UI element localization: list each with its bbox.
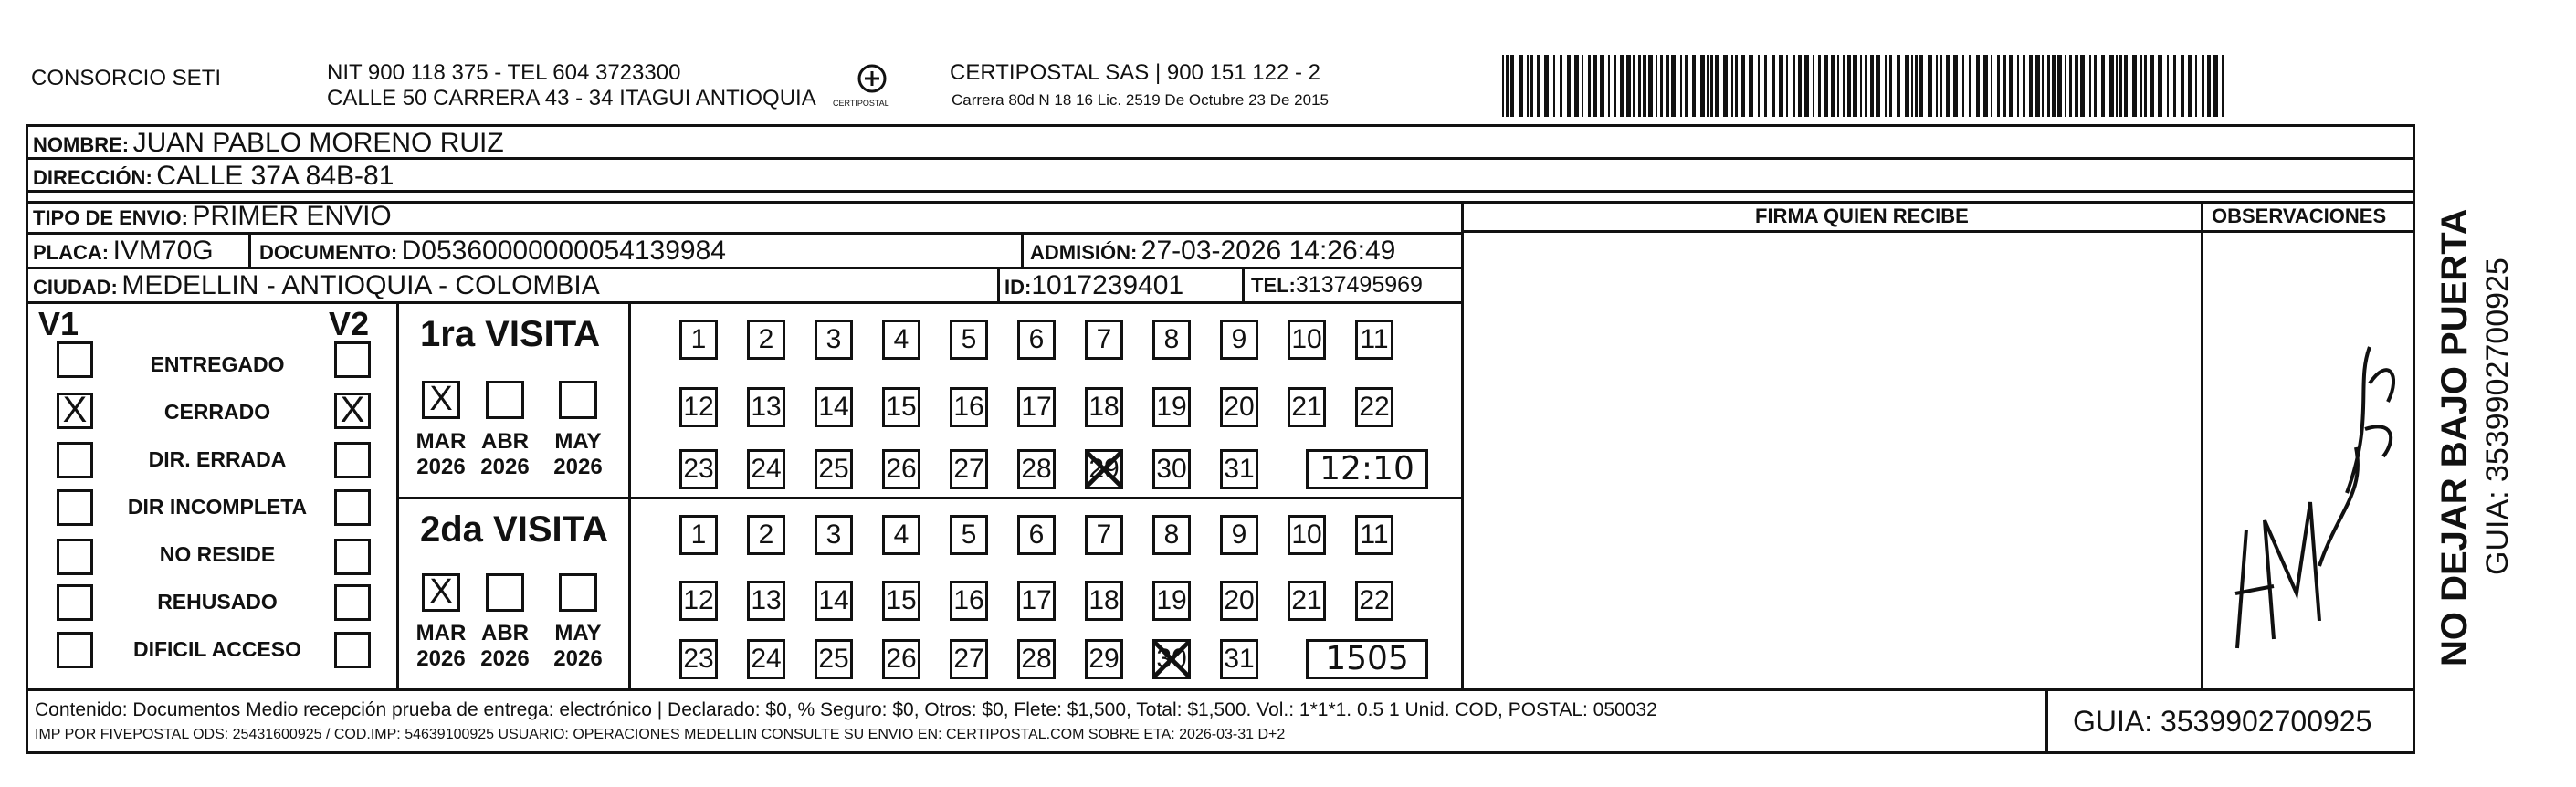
- day-box[interactable]: 17: [1017, 581, 1056, 621]
- day-box[interactable]: 1: [679, 320, 718, 360]
- barcode-bar: [1843, 55, 1845, 117]
- day-box[interactable]: 25: [815, 639, 853, 679]
- v1-checkbox[interactable]: [57, 539, 93, 575]
- day-box[interactable]: 4: [882, 320, 920, 360]
- v2-checkbox[interactable]: [334, 341, 371, 378]
- status-label: CERRADO: [163, 400, 271, 424]
- form-bottom-border: [26, 751, 2414, 754]
- month-checkbox[interactable]: [559, 381, 597, 419]
- barcode-bar: [2101, 55, 2105, 117]
- row-line: [26, 267, 1463, 269]
- barcode-bar: [2009, 55, 2013, 117]
- barcode-bar: [1506, 55, 1509, 117]
- barcode-bar: [1897, 55, 1900, 117]
- day-box[interactable]: 3: [815, 515, 853, 555]
- barcode-bar: [1962, 55, 1964, 117]
- barcode-bar: [1853, 55, 1857, 117]
- barcode-bar: [2181, 55, 2184, 117]
- placa-field: PLACA: IVM70G: [33, 236, 214, 266]
- year-label: 2026: [480, 646, 530, 671]
- v2-checkbox[interactable]: [334, 489, 371, 526]
- day-box[interactable]: 21: [1288, 387, 1326, 427]
- month-label: MAR: [415, 621, 467, 645]
- barcode-bar: [1537, 55, 1540, 117]
- day-box[interactable]: 2: [747, 320, 785, 360]
- month-checkbox[interactable]: [559, 573, 597, 612]
- no-dejar-bajo-puerta: NO DEJAR BAJO PUERTA: [2434, 208, 2475, 666]
- day-box[interactable]: 23: [679, 449, 718, 489]
- day-box[interactable]: 5: [950, 515, 988, 555]
- footer-print-info: IMP POR FIVEPOSTAL ODS: 25431600925 / COD.IMP: 54639100925 USUARIO: OPERACIONES MEDELLIN CONSULTE SU ENVIO EN: CERTIPOSTAL.COM SOBRE ETA: 2026-03-31 D+2: [35, 727, 1286, 742]
- month-checkbox[interactable]: [422, 381, 460, 419]
- status-label: DIFICIL ACCESO: [132, 637, 301, 661]
- barcode-bar: [1758, 55, 1760, 117]
- logo-text: CERTIPOSTAL: [833, 99, 889, 108]
- barcode-bar: [1588, 55, 1591, 117]
- day-box[interactable]: 25: [815, 449, 853, 489]
- barcode-bar: [1633, 55, 1635, 117]
- barcode-bar: [1582, 55, 1583, 117]
- day-box[interactable]: 22: [1355, 581, 1393, 621]
- side-guia: GUIA: 3539902700925: [2480, 257, 2515, 575]
- day-box[interactable]: 31: [1220, 449, 1258, 489]
- v2-checkbox[interactable]: [334, 539, 371, 575]
- barcode-bar: [1928, 55, 1932, 117]
- barcode-bar: [1723, 55, 1728, 117]
- barcode-bar: [2119, 55, 2122, 117]
- col-line: [2045, 688, 2048, 752]
- day-box[interactable]: 24: [747, 449, 785, 489]
- year-label: 2026: [553, 646, 603, 671]
- year-label: 2026: [416, 455, 466, 479]
- day-box[interactable]: 8: [1152, 320, 1191, 360]
- month-label: ABR: [481, 621, 529, 645]
- tipo-envio-field: TIPO DE ENVIO: PRIMER ENVIO: [33, 201, 392, 231]
- month-mark: X: [429, 380, 453, 418]
- id-field: ID:1017239401: [1004, 270, 1184, 300]
- second-visit-title: 2da VISITA: [420, 509, 608, 550]
- barcode-bar: [1779, 55, 1783, 117]
- day-box[interactable]: 14: [815, 387, 853, 427]
- day-box[interactable]: 1: [679, 515, 718, 555]
- barcode-bar: [1953, 55, 1958, 117]
- day-box[interactable]: 2: [747, 515, 785, 555]
- form-top-border: [26, 124, 2414, 127]
- day-box[interactable]: 10: [1288, 320, 1326, 360]
- barcode-bar: [1510, 55, 1514, 117]
- barcode-bar: [1786, 55, 1788, 117]
- barcode-bar: [2080, 55, 2085, 117]
- day-box[interactable]: 8: [1152, 515, 1191, 555]
- col-line: [1461, 201, 1464, 690]
- v1-header: V1: [38, 305, 79, 342]
- status-label: ENTREGADO: [150, 352, 285, 376]
- barcode-bar: [2017, 55, 2019, 117]
- col-line: [997, 267, 1000, 301]
- barcode-bar: [1620, 55, 1624, 117]
- barcode-bar: [1741, 55, 1745, 117]
- day-box[interactable]: 28: [1017, 449, 1056, 489]
- barcode-bar: [2065, 55, 2066, 117]
- month-checkbox[interactable]: [486, 573, 524, 612]
- barcode: [1502, 55, 2228, 117]
- day-box[interactable]: 17: [1017, 387, 1056, 427]
- barcode-bar: [1553, 55, 1555, 117]
- day-box[interactable]: 7: [1085, 320, 1123, 360]
- barcode-bar: [2094, 55, 2097, 117]
- day-box[interactable]: 14: [815, 581, 853, 621]
- day-box[interactable]: 23: [679, 639, 718, 679]
- day-box[interactable]: 13: [747, 387, 785, 427]
- v2-checkbox[interactable]: [334, 584, 371, 621]
- day-box[interactable]: 12: [679, 387, 718, 427]
- barcode-bar: [1870, 55, 1874, 117]
- footer-contents: Contenido: Documentos Medio recepción prueba de entrega: electrónico | Declarado: $0, % Seguro: $0, Otros: $0, Flete: $1,500, Total: $1,500. Vol.: 1*1*1. 0.5 1 Unid. COD, POSTAL: 050032: [35, 699, 1657, 720]
- barcode-bar: [1660, 55, 1663, 117]
- barcode-bar: [1638, 55, 1641, 117]
- form-left-border: [26, 124, 28, 754]
- barcode-bar: [1700, 55, 1705, 117]
- v1-mark: X: [62, 390, 88, 430]
- row-line: [26, 232, 1463, 235]
- day-box[interactable]: 16: [950, 581, 988, 621]
- barcode-bar: [2057, 55, 2062, 117]
- day-box[interactable]: 20: [1220, 581, 1258, 621]
- barcode-bar: [2052, 55, 2056, 117]
- barcode-bar: [2047, 55, 2050, 117]
- form-right-border: [2413, 124, 2415, 754]
- barcode-bar: [1600, 55, 1604, 117]
- barcode-bar: [1911, 55, 1913, 117]
- visit-time-box[interactable]: 1505: [1306, 639, 1428, 679]
- barcode-bar: [1666, 55, 1669, 117]
- certipostal-logo-icon: [854, 62, 890, 99]
- barcode-bar: [1772, 55, 1775, 117]
- barcode-bar: [1983, 55, 1988, 117]
- v2-checkbox[interactable]: [334, 442, 371, 478]
- barcode-bar: [2202, 55, 2204, 117]
- barcode-bar: [1905, 55, 1909, 117]
- col-line: [1021, 232, 1024, 267]
- barcode-bar: [2150, 55, 2154, 117]
- year-label: 2026: [553, 455, 603, 479]
- barcode-bar: [1860, 55, 1862, 117]
- day-box[interactable]: 9: [1220, 320, 1258, 360]
- day-box[interactable]: 15: [882, 581, 920, 621]
- barcode-bar: [1643, 55, 1646, 117]
- barcode-bar: [1671, 55, 1676, 117]
- barcode-bar: [2035, 55, 2040, 117]
- company-name: CONSORCIO SETI: [31, 66, 222, 90]
- barcode-bar: [1798, 55, 1802, 117]
- status-label: REHUSADO: [157, 590, 278, 614]
- day-box[interactable]: 18: [1085, 387, 1123, 427]
- day-box[interactable]: 26: [882, 639, 920, 679]
- barcode-bar: [1707, 55, 1709, 117]
- month-label: MAY: [554, 429, 602, 454]
- day-box[interactable]: 3: [815, 320, 853, 360]
- day-box[interactable]: 28: [1017, 639, 1056, 679]
- barcode-bar: [1685, 55, 1688, 117]
- barcode-bar: [2069, 55, 2072, 117]
- barcode-bar: [2124, 55, 2128, 117]
- month-label: ABR: [481, 429, 529, 454]
- status-label: NO RESIDE: [159, 542, 276, 566]
- barcode-bar: [1997, 55, 2000, 117]
- barcode-bar: [1710, 55, 1713, 117]
- barcode-bar: [1527, 55, 1529, 117]
- barcode-bar: [1946, 55, 1950, 117]
- day-box[interactable]: 16: [950, 387, 988, 427]
- admision-field: ADMISIÓN: 27-03-2026 14:26:49: [1030, 236, 1396, 266]
- barcode-bar: [1936, 55, 1938, 117]
- col-line: [2201, 201, 2203, 690]
- col-line: [248, 232, 251, 267]
- month-mark: X: [429, 572, 453, 611]
- barcode-bar: [1648, 55, 1653, 117]
- day-box[interactable]: 27: [950, 449, 988, 489]
- footer-guia: GUIA: 3539902700925: [2073, 705, 2372, 738]
- col-line: [628, 301, 631, 688]
- barcode-bar: [2144, 55, 2147, 117]
- barcode-bar: [1530, 55, 1533, 117]
- v1-checkbox[interactable]: [57, 489, 93, 526]
- v1-checkbox[interactable]: [57, 341, 93, 378]
- barcode-bar: [1614, 55, 1616, 117]
- row-line: [26, 301, 1463, 304]
- barcode-bar: [2042, 55, 2044, 117]
- barcode-bar: [1735, 55, 1738, 117]
- barcode-bar: [1567, 55, 1571, 117]
- col-line: [396, 301, 399, 688]
- barcode-bar: [1940, 55, 1942, 117]
- barcode-bar: [1749, 55, 1753, 117]
- company-nit: NIT 900 118 375 - TEL 604 3723300: [327, 60, 681, 85]
- barcode-bar: [2213, 55, 2218, 117]
- day-box[interactable]: 22: [1355, 387, 1393, 427]
- barcode-bar: [2167, 55, 2169, 117]
- barcode-bar: [1847, 55, 1851, 117]
- v2-header: V2: [329, 305, 370, 342]
- v1-checkbox[interactable]: [57, 390, 93, 430]
- barcode-bar: [1626, 55, 1631, 117]
- year-label: 2026: [416, 646, 466, 671]
- barcode-bar: [2222, 55, 2224, 117]
- day-box[interactable]: 24: [747, 639, 785, 679]
- day-box[interactable]: 9: [1220, 515, 1258, 555]
- barcode-bar: [1656, 55, 1657, 117]
- barcode-bar: [2132, 55, 2137, 117]
- day-box[interactable]: 21: [1288, 581, 1326, 621]
- barcode-bar: [1876, 55, 1880, 117]
- barcode-bar: [1919, 55, 1923, 117]
- day-box[interactable]: 20: [1220, 387, 1258, 427]
- v1-checkbox[interactable]: [57, 442, 93, 478]
- barcode-bar: [1680, 55, 1682, 117]
- first-visit-title: 1ra VISITA: [420, 314, 601, 354]
- day-box[interactable]: 30: [1152, 449, 1191, 489]
- barcode-bar: [1804, 55, 1809, 117]
- documento-field: DOCUMENTO: D05360000000054139984: [259, 236, 726, 266]
- barcode-bar: [1560, 55, 1562, 117]
- barcode-bar: [1976, 55, 1980, 117]
- row-line: [396, 497, 1461, 499]
- month-label: MAR: [415, 429, 467, 454]
- month-checkbox[interactable]: [422, 573, 460, 612]
- barcode-bar: [1837, 55, 1839, 117]
- row-line: [26, 688, 2414, 691]
- status-label: DIR. ERRADA: [148, 447, 287, 471]
- v2-mark: X: [340, 390, 365, 430]
- day-box[interactable]: 30: [1152, 639, 1191, 679]
- direccion-field: DIRECCIÓN: CALLE 37A 84B-81: [33, 161, 394, 191]
- barcode-bar: [2116, 55, 2118, 117]
- barcode-bar: [1969, 55, 1971, 117]
- day-box[interactable]: 6: [1017, 515, 1056, 555]
- v2-checkbox[interactable]: [334, 390, 371, 430]
- day-box[interactable]: 18: [1085, 581, 1123, 621]
- barcode-bar: [1731, 55, 1733, 117]
- observaciones-header: OBSERVACIONES: [2212, 205, 2387, 227]
- v1-checkbox[interactable]: [57, 584, 93, 621]
- day-box[interactable]: 19: [1152, 387, 1191, 427]
- col-line: [1242, 267, 1245, 301]
- barcode-bar: [2207, 55, 2211, 117]
- day-box[interactable]: 26: [882, 449, 920, 489]
- handwritten-signature: [2210, 292, 2402, 657]
- barcode-bar: [1865, 55, 1867, 117]
- v2-checkbox[interactable]: [334, 632, 371, 668]
- day-box[interactable]: 15: [882, 387, 920, 427]
- firma-header: FIRMA QUIEN RECIBE: [1755, 205, 1969, 227]
- barcode-bar: [1813, 55, 1814, 117]
- year-label: 2026: [480, 455, 530, 479]
- barcode-bar: [2003, 55, 2006, 117]
- barcode-bar: [1824, 55, 1828, 117]
- barcode-bar: [2140, 55, 2142, 117]
- tel-field: TEL:3137495969: [1251, 272, 1423, 298]
- day-box[interactable]: 19: [1152, 581, 1191, 621]
- row-line: [1461, 230, 2414, 233]
- barcode-bar: [1915, 55, 1918, 117]
- barcode-bar: [1885, 55, 1887, 117]
- day-box[interactable]: 31: [1220, 639, 1258, 679]
- day-box[interactable]: 4: [882, 515, 920, 555]
- company-address: CALLE 50 CARRERA 43 - 34 ITAGUI ANTIOQUIA: [327, 86, 816, 110]
- ciudad-field: CIUDAD: MEDELLIN - ANTIOQUIA - COLOMBIA: [33, 270, 600, 300]
- day-box[interactable]: 7: [1085, 515, 1123, 555]
- barcode-bar: [1519, 55, 1523, 117]
- barcode-bar: [2075, 55, 2078, 117]
- barcode-bar: [1889, 55, 1892, 117]
- barcode-bar: [2029, 55, 2033, 117]
- month-label: MAY: [554, 621, 602, 645]
- day-box[interactable]: 12: [679, 581, 718, 621]
- status-label: DIR INCOMPLETA: [127, 495, 308, 519]
- barcode-bar: [1692, 55, 1696, 117]
- day-box[interactable]: 13: [747, 581, 785, 621]
- barcode-bar: [1831, 55, 1835, 117]
- barcode-bar: [2158, 55, 2162, 117]
- day-box[interactable]: 27: [950, 639, 988, 679]
- barcode-bar: [1608, 55, 1610, 117]
- barcode-bar: [1991, 55, 1992, 117]
- v1-checkbox[interactable]: [57, 632, 93, 668]
- carrier-name: CERTIPOSTAL SAS | 900 151 122 - 2: [950, 60, 1320, 85]
- barcode-bar: [2109, 55, 2114, 117]
- barcode-bar: [2188, 55, 2192, 117]
- day-box[interactable]: 11: [1355, 515, 1393, 555]
- month-checkbox[interactable]: [486, 381, 524, 419]
- barcode-bar: [1593, 55, 1597, 117]
- barcode-bar: [2023, 55, 2025, 117]
- barcode-bar: [1574, 55, 1579, 117]
- visit-time-box[interactable]: 12:10: [1306, 449, 1428, 489]
- day-box[interactable]: 6: [1017, 320, 1056, 360]
- barcode-bar: [2089, 55, 2091, 117]
- day-box[interactable]: 11: [1355, 320, 1393, 360]
- barcode-bar: [1715, 55, 1719, 117]
- barcode-bar: [2173, 55, 2176, 117]
- barcode-bar: [1793, 55, 1795, 117]
- barcode-bar: [1502, 55, 1504, 117]
- day-box[interactable]: 29: [1085, 639, 1123, 679]
- day-box[interactable]: 10: [1288, 515, 1326, 555]
- carrier-license: Carrera 80d N 18 16 Lic. 2519 De Octubre 23 De 2015: [952, 91, 1329, 109]
- day-box[interactable]: 29: [1085, 449, 1123, 489]
- barcode-bar: [1764, 55, 1767, 117]
- barcode-bar: [1544, 55, 1549, 117]
- nombre-field: NOMBRE: JUAN PABLO MORENO RUIZ: [33, 128, 504, 158]
- barcode-bar: [1818, 55, 1821, 117]
- day-box[interactable]: 5: [950, 320, 988, 360]
- barcode-bar: [2195, 55, 2197, 117]
